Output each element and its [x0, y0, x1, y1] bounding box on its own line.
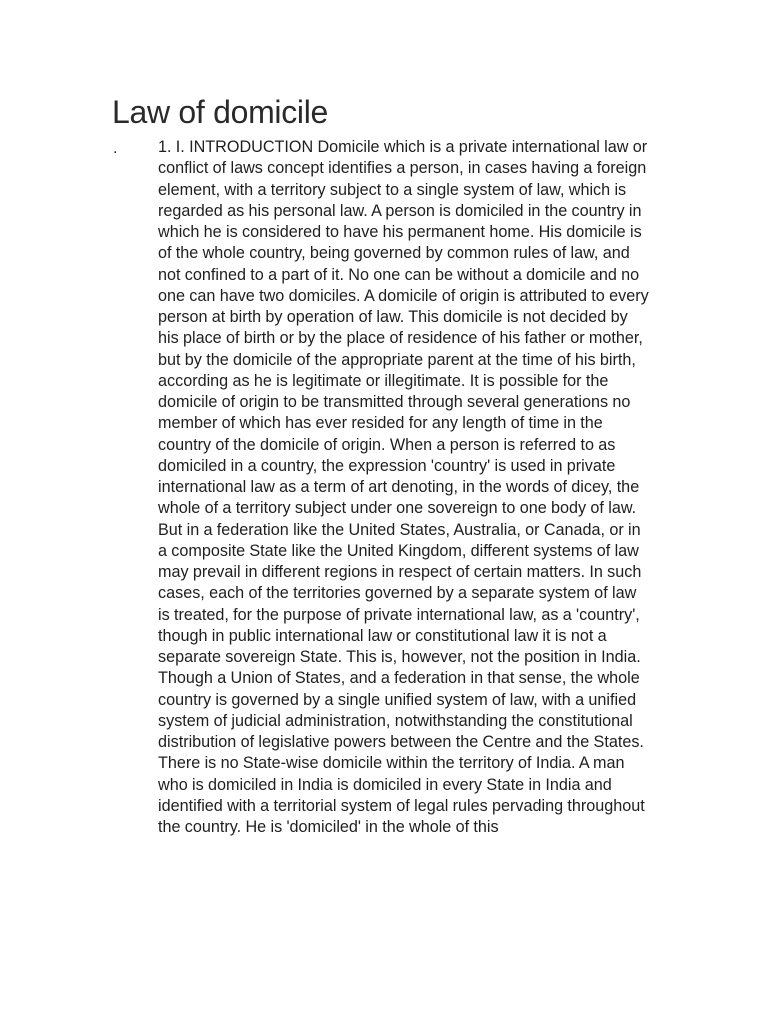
page-title: Law of domicile — [112, 94, 329, 130]
list-marker: . — [113, 140, 118, 157]
body-paragraph: 1. I. INTRODUCTION Domicile which is a private international law or conflict of laws concept identifies a person, in cases having a foreign element, with a territory subject to a single system of law, which is regarded as his personal law. A person is domiciled in the country in which he is considered to have his permanent home. His domicile is of the whole country, being governed by common rules of law, and not confined to a part of it. No one can be without a domicile and no one can have two domiciles. A domicile of origin is attributed to every person at birth by operation of law. This domicile is not decided by his place of birth or by the place of residence of his father or mother, but by the domicile of the appropriate parent at the time of his birth, according as he is legitimate or illegitimate. It is possible for the domicile of origin to be transmitted through several generations no member of which has ever resided for any length of time in the country of the domicile of origin. When a person is referred to as domiciled in a country, the expression 'country' is used in private international law as a term of art denoting, in the words of dicey, the whole of a territory subject under one sovereign to one body of law. But in a federation like the United States, Australia, or Canada, or in a composite State like the United Kingdom, different systems of law may prevail in different regions in respect of certain matters. In such cases, each of the territories governed by a separate system of law is treated, for the purpose of private international law, as a 'country', though in public international law or constitutional law it is not a separate sovereign State. This is, however, not the position in India. Though a Union of States, and a federation in that sense, the whole country is governed by a single unified system of law, with a unified system of judicial administration, notwithstanding the constitutional distribution of legislative powers between the Centre and the States. There is no State-wise domicile within the territory of India. A man who is domiciled in India is domiciled in every State in India and identified with a territorial system of legal rules pervading throughout the country. He is 'domiciled' in the whole of this — [158, 138, 649, 836]
